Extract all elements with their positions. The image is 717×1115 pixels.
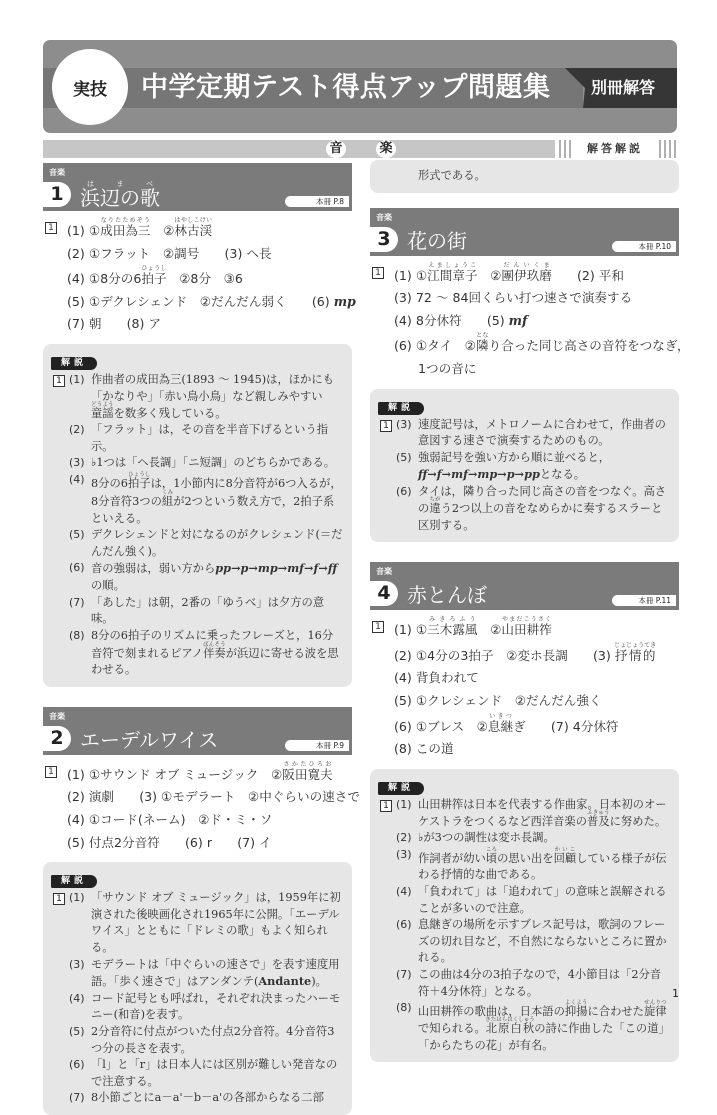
text-run: この曲は4分の3拍子なので，4小節目は「2分音符＋4分休符」となる。 xyxy=(418,968,662,998)
item-number: (7) xyxy=(396,968,412,982)
explanation-item xyxy=(69,628,344,679)
furigana: みきろふう xyxy=(427,616,478,624)
item-text xyxy=(418,450,671,484)
dynamics-mark: ff→f→mf→mp→p→pp xyxy=(418,467,540,482)
ruby-word xyxy=(553,846,577,865)
item-number: (3) xyxy=(396,417,412,431)
text-run: デクレシェンドと対になるのがクレシェンド(＝だんだん強く)。 xyxy=(91,528,343,558)
furigana: はやしこけい xyxy=(174,217,213,224)
item-text xyxy=(418,967,671,1000)
ruby-base: 北原白秋 xyxy=(485,1022,535,1036)
ruby-word xyxy=(614,641,657,663)
section-category: 音楽 xyxy=(49,711,65,721)
section-title xyxy=(407,225,467,254)
title-ruby xyxy=(407,583,487,607)
furigana: ひょうし xyxy=(127,471,151,478)
answer-line xyxy=(370,310,679,333)
text-run: (1) ① xyxy=(67,223,101,238)
textbook-page-ref: 本冊 P.9 xyxy=(285,740,349,751)
section-header xyxy=(370,562,679,610)
section-number: 3 xyxy=(370,227,398,252)
text-run: 1つの音に xyxy=(418,360,477,376)
furigana: せんりつ xyxy=(643,1000,667,1007)
text-run: )。 xyxy=(311,975,327,989)
item-number: (6) xyxy=(396,484,412,498)
explanation-item xyxy=(396,484,671,534)
question-number-box: 1 xyxy=(380,800,392,812)
text-run: 息継ぎの場所を示すブレス記号は，歌詞のフレーズの切れ目など，不自然にならないところに置かれる。 xyxy=(418,918,667,965)
text-run: 8小節ごとにa－a'－b－a'の各部からなる二部 xyxy=(91,1091,324,1105)
explanation-item xyxy=(69,422,344,455)
text-run: 作曲者の成田為三(1893 ～ 1945)は，ほかにも「かなりや」「赤い鳥小鳥」など親しみやすい xyxy=(91,372,334,403)
answers xyxy=(43,217,356,336)
furigana: くみ xyxy=(161,489,174,496)
ruby-word xyxy=(427,616,478,638)
ruby-base: 三木露風 xyxy=(427,622,478,638)
text-run: となる。 xyxy=(539,468,586,482)
item-number: (1) xyxy=(69,372,85,386)
text-run: 「l」と「r」は日本人には区別が難しい発音なので注意する。 xyxy=(91,1058,338,1088)
ruby-base: 林古渓 xyxy=(174,223,213,238)
ruby-word xyxy=(161,489,174,508)
text-run: 8分の6 xyxy=(91,476,128,490)
furigana: さかたひろお xyxy=(282,760,333,768)
explanation-label: 解説 xyxy=(378,402,424,415)
section-gap xyxy=(370,193,679,208)
section-gap xyxy=(370,542,679,562)
text-run: に努めた。 xyxy=(609,814,667,828)
ruby-word xyxy=(487,712,514,734)
text-run: 「フラット」は，その音を半音下げるという指示。 xyxy=(91,423,329,453)
item-text xyxy=(91,1024,344,1057)
ruby-base: 山田耕筰 xyxy=(501,622,552,638)
book-title: 中学定期テスト得点アップ問題集 xyxy=(141,72,551,103)
text-run: 「あした」は朝，2番の「ゆうべ」は夕方の意味。 xyxy=(91,595,325,626)
textbook-page-ref: 本冊 P.10 xyxy=(612,241,676,252)
text-run: (2) 演劇 (3) ①モデラート ②中ぐらいの速さで xyxy=(67,789,360,805)
text-run: (2) ①フラット ②調号 (3) ヘ長 xyxy=(67,245,272,261)
text-run: タイは，隣り合った同じ高さの音をつなぐ。高さの xyxy=(418,484,667,515)
ruby-base: 息継 xyxy=(487,718,514,734)
answer-line xyxy=(43,291,356,314)
text-run: 速度記号は，メトロノームに合わせて，作曲者の意図する速さで演奏するためのもの。 xyxy=(418,417,666,448)
furigana: よくよう xyxy=(564,1000,588,1007)
question-number-box: 1 xyxy=(53,893,65,905)
item-text xyxy=(91,1090,344,1107)
text-run: の順。 xyxy=(91,578,125,592)
furigana: いきつ xyxy=(487,712,514,720)
furigana: じょじょうてき xyxy=(614,641,657,649)
text-run: は，1小節内に8分音符が6つ入るが，8分音符3つの xyxy=(91,476,342,508)
explanation-item xyxy=(69,527,344,560)
text-run: ②8分 ③6 xyxy=(166,271,243,287)
book-subtitle: 別冊解答 xyxy=(591,78,656,97)
ruby-word xyxy=(587,809,610,828)
explanation-item xyxy=(396,797,671,831)
ruby-word xyxy=(429,496,441,515)
text-run: (1) ① xyxy=(394,267,428,283)
page-number: 1 xyxy=(672,987,679,1000)
text-run: ② xyxy=(150,223,175,238)
question-number-box: 1 xyxy=(372,621,384,633)
text-run: (6) ①タイ ② xyxy=(394,338,476,354)
furigana: きたはらはくしゅう xyxy=(485,1017,535,1024)
furigana: どうよう xyxy=(91,401,114,408)
text-run: 「負われて」は「追われて」の意味と誤解されることが多いので注意。 xyxy=(418,885,667,915)
explanation-item xyxy=(69,957,344,991)
text-run: (4) ①8分の6 xyxy=(67,271,142,287)
explanation-item xyxy=(69,991,344,1024)
dynamics-mark: mp xyxy=(333,293,356,309)
text-run: している様子が伝わる抒情的な曲である。 xyxy=(418,851,667,882)
text-run: (3) 72 ～ 84回くらい打つ速さで演奏する xyxy=(394,290,633,306)
furigana: やまだこうさく xyxy=(501,616,552,624)
section-number: 1 xyxy=(43,182,71,207)
section-title xyxy=(80,724,218,753)
item-number: (6) xyxy=(69,561,85,575)
explanation-item xyxy=(396,830,671,847)
item-number: (7) xyxy=(69,595,85,609)
text-run: (1) ① xyxy=(394,622,428,638)
explanation-item xyxy=(396,884,671,917)
answers xyxy=(370,261,690,381)
text-run: (5) ①デクレシェンド ②だんだん弱く (6) xyxy=(67,293,334,309)
item-text xyxy=(91,560,344,594)
question-number-box: 1 xyxy=(380,420,392,432)
text-run: に合わせた xyxy=(587,1005,644,1019)
explanation-item xyxy=(69,890,344,956)
ruby-base: 阪田寛夫 xyxy=(282,766,333,782)
section-category: 音楽 xyxy=(49,168,65,177)
ruby-word xyxy=(501,261,552,283)
item-text xyxy=(91,472,344,527)
explanation-box xyxy=(370,389,679,543)
item-number: (7) xyxy=(69,1091,85,1105)
explanation-item xyxy=(69,1057,344,1090)
answers xyxy=(43,760,360,854)
answer-line xyxy=(43,243,352,266)
explanation-item xyxy=(396,417,671,450)
item-number: (2) xyxy=(396,831,412,845)
text-run: (4) 背負われて xyxy=(394,670,479,686)
item-text xyxy=(91,957,344,991)
section-header xyxy=(43,163,352,211)
book-header xyxy=(43,40,677,133)
explanation-item xyxy=(69,595,344,628)
furigana: とな xyxy=(475,332,489,340)
answer-line xyxy=(370,358,679,381)
furigana: なりたためぞう xyxy=(100,217,151,224)
answer-line xyxy=(370,287,679,310)
text-run: を数多く残している。 xyxy=(113,406,227,420)
ruby-base: 旋律 xyxy=(643,1005,667,1019)
section-category: 音楽 xyxy=(376,212,392,222)
text-run: ② xyxy=(477,622,502,638)
text-run: り合った同じ高さの音符をつなぎ， xyxy=(488,338,690,354)
explanation-label: 解説 xyxy=(51,357,97,370)
subject-bar-fill xyxy=(43,140,555,158)
furigana: ばんそう xyxy=(203,641,226,648)
explanation-item xyxy=(69,560,344,594)
item-text xyxy=(418,417,671,450)
answer-line xyxy=(370,642,679,668)
explanation-item xyxy=(69,455,344,472)
question-number-box: 1 xyxy=(45,766,57,778)
item-number: (4) xyxy=(396,885,412,899)
textbook-page-ref: 本冊 P.8 xyxy=(285,196,349,207)
text-run: ぎ (7) 4分休符 xyxy=(513,718,619,734)
text-run: の思い出を xyxy=(497,851,554,865)
ruby-base: 抑揚 xyxy=(564,1005,588,1019)
item-text xyxy=(418,917,671,967)
ruby-base: 拍子 xyxy=(127,476,151,490)
title-text: 浜辺の歌 xyxy=(80,186,160,210)
item-text xyxy=(418,847,671,884)
answer-line xyxy=(43,809,352,832)
furigana: だんいくま xyxy=(501,261,552,269)
left-column xyxy=(43,163,360,1115)
text-run: 山田耕筰は日本を代表する作曲家。日本初のオーケストラをつくるなど西洋音楽の xyxy=(418,797,667,828)
title-text: 赤とんぼ xyxy=(407,583,487,608)
answer-line xyxy=(370,713,679,739)
ruby-base: 組 xyxy=(161,494,174,508)
ruby-word xyxy=(427,261,478,283)
explanation-label: 解説 xyxy=(51,875,97,888)
text-run: (2) ①4分の3拍子 ②変ホ長調 (3) xyxy=(394,647,615,663)
item-number: (8) xyxy=(396,1001,412,1015)
item-text xyxy=(418,1000,671,1054)
ruby-base: 頃 xyxy=(485,851,498,865)
item-number: (3) xyxy=(69,957,85,971)
ruby-word xyxy=(475,332,489,354)
item-text xyxy=(418,484,671,534)
text-run: (6) ①ブレス ② xyxy=(394,718,488,734)
ruby-base: 回顧 xyxy=(553,851,577,865)
furigana: ふきゅう xyxy=(587,809,610,816)
answer-line xyxy=(370,616,679,642)
answer-line xyxy=(370,667,679,690)
item-text xyxy=(418,830,671,847)
title-text: エーデルワイス xyxy=(80,727,219,752)
item-number: (6) xyxy=(69,1058,85,1072)
ruby-word xyxy=(485,1017,535,1036)
item-text xyxy=(418,884,671,917)
text-run: が2つという数え方で，2拍子系といえる。 xyxy=(91,494,335,525)
text-run: (1) ①サウンド オブ ミュージック ② xyxy=(67,766,283,782)
ruby-base: 違 xyxy=(429,501,441,515)
ruby-base: 普及 xyxy=(587,814,610,828)
text-run: で知られる。 xyxy=(418,1022,486,1036)
text-run: 山田耕筰の歌曲は，日本語の xyxy=(418,1005,565,1019)
subject-char: 楽 xyxy=(376,140,396,158)
explanation-item xyxy=(69,1090,344,1107)
explanation-item xyxy=(396,917,671,967)
text-run: (5) ①クレシェンド ②だんだん強く xyxy=(394,692,602,708)
explanation-box xyxy=(43,862,352,1115)
answer-line xyxy=(370,332,690,358)
text-run: ♭が3つの調性は変ホ長調。 xyxy=(418,831,555,845)
section-number: 2 xyxy=(43,726,71,751)
explanation-item xyxy=(396,1000,671,1054)
explanation-box xyxy=(370,769,679,1063)
explanation-item xyxy=(396,847,671,884)
text-run: (8) この道 xyxy=(394,741,454,757)
ruby-word xyxy=(127,471,151,490)
furigana: えましょうこ xyxy=(427,261,478,269)
dynamics-mark: mf xyxy=(508,312,528,328)
item-text xyxy=(91,1057,344,1090)
answer-line xyxy=(370,262,679,288)
ruby-word xyxy=(141,265,167,287)
right-column xyxy=(370,160,690,1062)
title-ruby xyxy=(80,180,160,210)
text-run: 8分の6拍子のリズムに乗ったフレーズと，16分音符で刻まれるピアノ xyxy=(91,628,334,660)
text-run: (7) 朝 (8) ア xyxy=(67,316,162,332)
explanation-item xyxy=(396,967,671,1000)
section-title xyxy=(407,579,487,608)
title-ruby xyxy=(407,229,467,253)
ruby-word xyxy=(91,401,114,420)
item-number: (5) xyxy=(69,1025,85,1038)
item-number: (8) xyxy=(69,628,85,642)
answer-line xyxy=(370,690,679,713)
ruby-base: 拍子 xyxy=(141,271,167,287)
text-run: ② xyxy=(477,267,502,283)
ruby-word xyxy=(100,217,151,238)
ruby-base: 隣 xyxy=(475,338,489,354)
item-number: (5) xyxy=(396,450,412,464)
text-run: 強弱記号を強い方から順に並べると， xyxy=(418,450,611,464)
explanation-continuation: 形式である。 xyxy=(418,169,486,182)
explanation-body xyxy=(51,372,344,679)
text-run: 音の強弱は，弱い方から xyxy=(91,562,216,576)
ruby-word xyxy=(174,217,213,238)
title-furigana: はまべ xyxy=(80,180,160,188)
ruby-base: 童謡 xyxy=(91,406,114,420)
explanation-label: 解説 xyxy=(378,782,424,795)
subject-char: 音 xyxy=(326,140,346,158)
text-run: モデラートは「中ぐらいの速さで」を表す速度用語。「歩く速さで」はアンダンテ( xyxy=(91,957,340,989)
explanation-item xyxy=(396,450,671,484)
item-number: (2) xyxy=(69,423,85,437)
item-text xyxy=(91,455,344,472)
ruby-base: 江間章子 xyxy=(427,267,478,283)
answer-line xyxy=(43,265,352,291)
question-number-box: 1 xyxy=(372,267,384,279)
item-text xyxy=(91,991,344,1024)
furigana: ちが xyxy=(429,496,441,503)
text-run: (2) 平和 xyxy=(551,267,624,283)
title-ruby xyxy=(80,728,218,752)
text-run: う2つ以上の音をなめらかに奏するスラーと区別する。 xyxy=(418,501,663,532)
answer-line xyxy=(43,761,352,787)
answer-line xyxy=(43,832,352,855)
text-run: (4) 8分休符 (5) xyxy=(394,312,509,328)
explanation-body xyxy=(51,890,344,1107)
ruby-word xyxy=(485,846,498,865)
item-number: (1) xyxy=(396,797,412,811)
explanation-item xyxy=(69,372,344,422)
answer-explanation-label: 解答解説 xyxy=(573,140,657,158)
text-run: の詩に作曲した「この道」「からたちの花」が有名。 xyxy=(418,1022,670,1052)
text-run: (4) ①コード(ネーム) ②ド・ミ・ソ xyxy=(67,812,273,828)
item-number: (4) xyxy=(69,991,85,1005)
furigana: ころ xyxy=(485,846,498,853)
explanation-body xyxy=(378,417,671,535)
explanation-box xyxy=(43,344,352,687)
section-header xyxy=(43,707,352,755)
item-number: (6) xyxy=(396,918,412,932)
section-number: 4 xyxy=(370,581,398,606)
badge: 実技 xyxy=(52,49,128,125)
explanation-body xyxy=(378,797,671,1055)
section-category: 音楽 xyxy=(376,567,392,577)
section-gap xyxy=(43,687,352,707)
ruby-word xyxy=(282,760,333,782)
item-number: (3) xyxy=(396,847,412,861)
text-run: コード記号とも呼ばれ，それぞれ決まったハーモニー(和音)を表す。 xyxy=(91,991,341,1022)
item-number: (5) xyxy=(69,528,85,542)
answers xyxy=(370,616,679,761)
text-run: 2分音符に付点がついた付点2分音符。4分音符3つ分の長さを表す。 xyxy=(91,1025,335,1055)
furigana: ひょうし xyxy=(141,265,167,273)
dynamics-mark: pp→p→mp→mf→f→ff xyxy=(215,561,338,576)
item-text xyxy=(91,372,344,422)
title-text: 花の街 xyxy=(407,228,467,253)
item-number: (1) xyxy=(69,891,85,905)
ruby-base: 伴奏 xyxy=(203,646,226,660)
text-run: 「サウンド オブ ミュージック」は，1959年に初演された後映画化され1965年に公開。「エーデルワイス」とともに「ドレミの歌」もよく知られる。 xyxy=(91,891,341,955)
item-text xyxy=(91,890,344,956)
textbook-page-ref: 本冊 P.11 xyxy=(612,595,676,606)
item-number: (3) xyxy=(69,456,85,470)
explanation-item xyxy=(69,1024,344,1057)
ruby-base: 團伊玖磨 xyxy=(501,267,552,283)
item-text xyxy=(91,422,344,455)
subject-bar xyxy=(43,140,677,158)
explanation-item xyxy=(69,472,344,527)
text-run: ♭1つは「ヘ長調」「ニ短調」のどちらかである。 xyxy=(91,456,336,470)
item-text xyxy=(91,628,344,679)
ruby-word xyxy=(203,641,226,660)
text-run: が浜辺に寄せる波を思わせる。 xyxy=(91,646,339,677)
bold-term: Andante xyxy=(258,974,312,989)
furigana: かいこ xyxy=(553,846,577,853)
text-run: (5) 付点2分音符 (6) r (7) イ xyxy=(67,834,272,850)
ruby-base: 成田為三 xyxy=(100,223,151,238)
answer-line xyxy=(370,738,679,761)
question-number-box: 1 xyxy=(45,222,57,234)
item-text xyxy=(91,527,344,560)
item-number: (4) xyxy=(69,472,85,486)
ruby-word xyxy=(501,616,552,638)
explanation-continuation-box xyxy=(370,160,679,193)
item-text xyxy=(418,797,671,831)
answer-line xyxy=(43,217,352,243)
answer-line xyxy=(43,786,360,809)
text-run: 作詞者が幼い xyxy=(418,851,486,865)
item-text xyxy=(91,595,344,628)
section-header xyxy=(370,208,679,256)
section-title xyxy=(80,180,160,211)
answer-line xyxy=(43,313,352,336)
question-number-box: 1 xyxy=(53,375,65,387)
ruby-base: 抒情的 xyxy=(614,647,657,663)
